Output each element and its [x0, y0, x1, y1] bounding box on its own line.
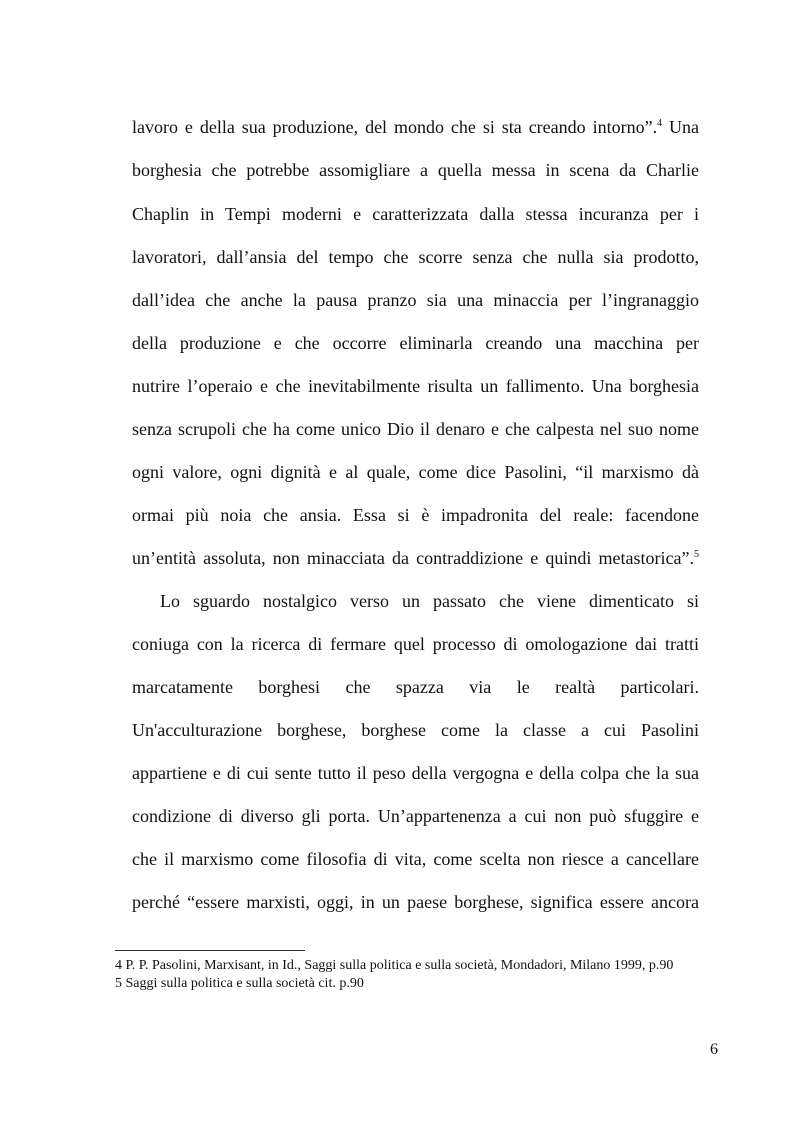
footnote-separator [115, 950, 305, 951]
body-line: che il marxismo come filosofia di vita, come scelta non riesce a cancellare [132, 849, 699, 869]
body-line: condizione di diverso gli porta. Un’appartenenza a cui non può sfuggire e [132, 806, 699, 826]
footnote-ref-5: 5 [694, 549, 699, 560]
body-line: Chaplin in Tempi moderni e caratterizzata dalla stessa incuranza per i [132, 204, 699, 224]
body-line: della produzione e che occorre eliminarla creando una macchina per [132, 333, 699, 353]
body-line: ogni valore, ogni dignità e al quale, come dice Pasolini, “il marxismo dà [132, 462, 699, 482]
body-line: coniuga con la ricerca di fermare quel processo di omologazione dai tratti [132, 634, 699, 654]
body-line: appartiene e di cui sente tutto il peso della vergogna e della colpa che la sua [132, 763, 699, 783]
body-line: lavoro e della sua produzione, del mondo che si sta creando intorno”.$^4$ Una [132, 117, 699, 137]
body-line: Lo sguardo nostalgico verso un passato che viene dimenticato si [160, 591, 699, 611]
footnote-5: 5 Saggi sulla politica e sulla società cit. p.90 [115, 976, 364, 991]
body-line: dall’idea che anche la pausa pranzo sia una minaccia per l’ingranaggio [132, 290, 699, 310]
body-line: marcatamente borghesi che spazza via le realtà particolari. [132, 677, 699, 697]
body-line: ormai più noia che ansia. Essa si è impadronita del reale: facendone [132, 505, 699, 525]
body-line: perché “essere marxisti, oggi, in un paese borghese, significa essere ancora [132, 892, 699, 912]
footnote-4: 4 P. P. Pasolini, Marxisant, in Id., Saggi sulla politica e sulla società, Mondadori, Milano 1999, p.90 [115, 958, 674, 973]
page-number: 6 [710, 1041, 718, 1058]
body-line: un’entità assoluta, non minacciata da contraddizione e quindi metastorica”.$^5$ [132, 548, 699, 568]
body-line: lavoratori, dall’ansia del tempo che scorre senza che nulla sia prodotto, [132, 247, 699, 267]
footnote-ref-4: 4 [657, 118, 663, 129]
body-line: nutrire l’operaio e che inevitabilmente risulta un fallimento. Una borghesia [132, 376, 699, 396]
body-line: Un'acculturazione borghese, borghese come la classe a cui Pasolini [132, 720, 699, 740]
body-line: senza scrupoli che ha come unico Dio il denaro e che calpesta nel suo nome [132, 419, 699, 439]
body-line: borghesia che potrebbe assomigliare a quella messa in scena da Charlie [132, 160, 699, 180]
